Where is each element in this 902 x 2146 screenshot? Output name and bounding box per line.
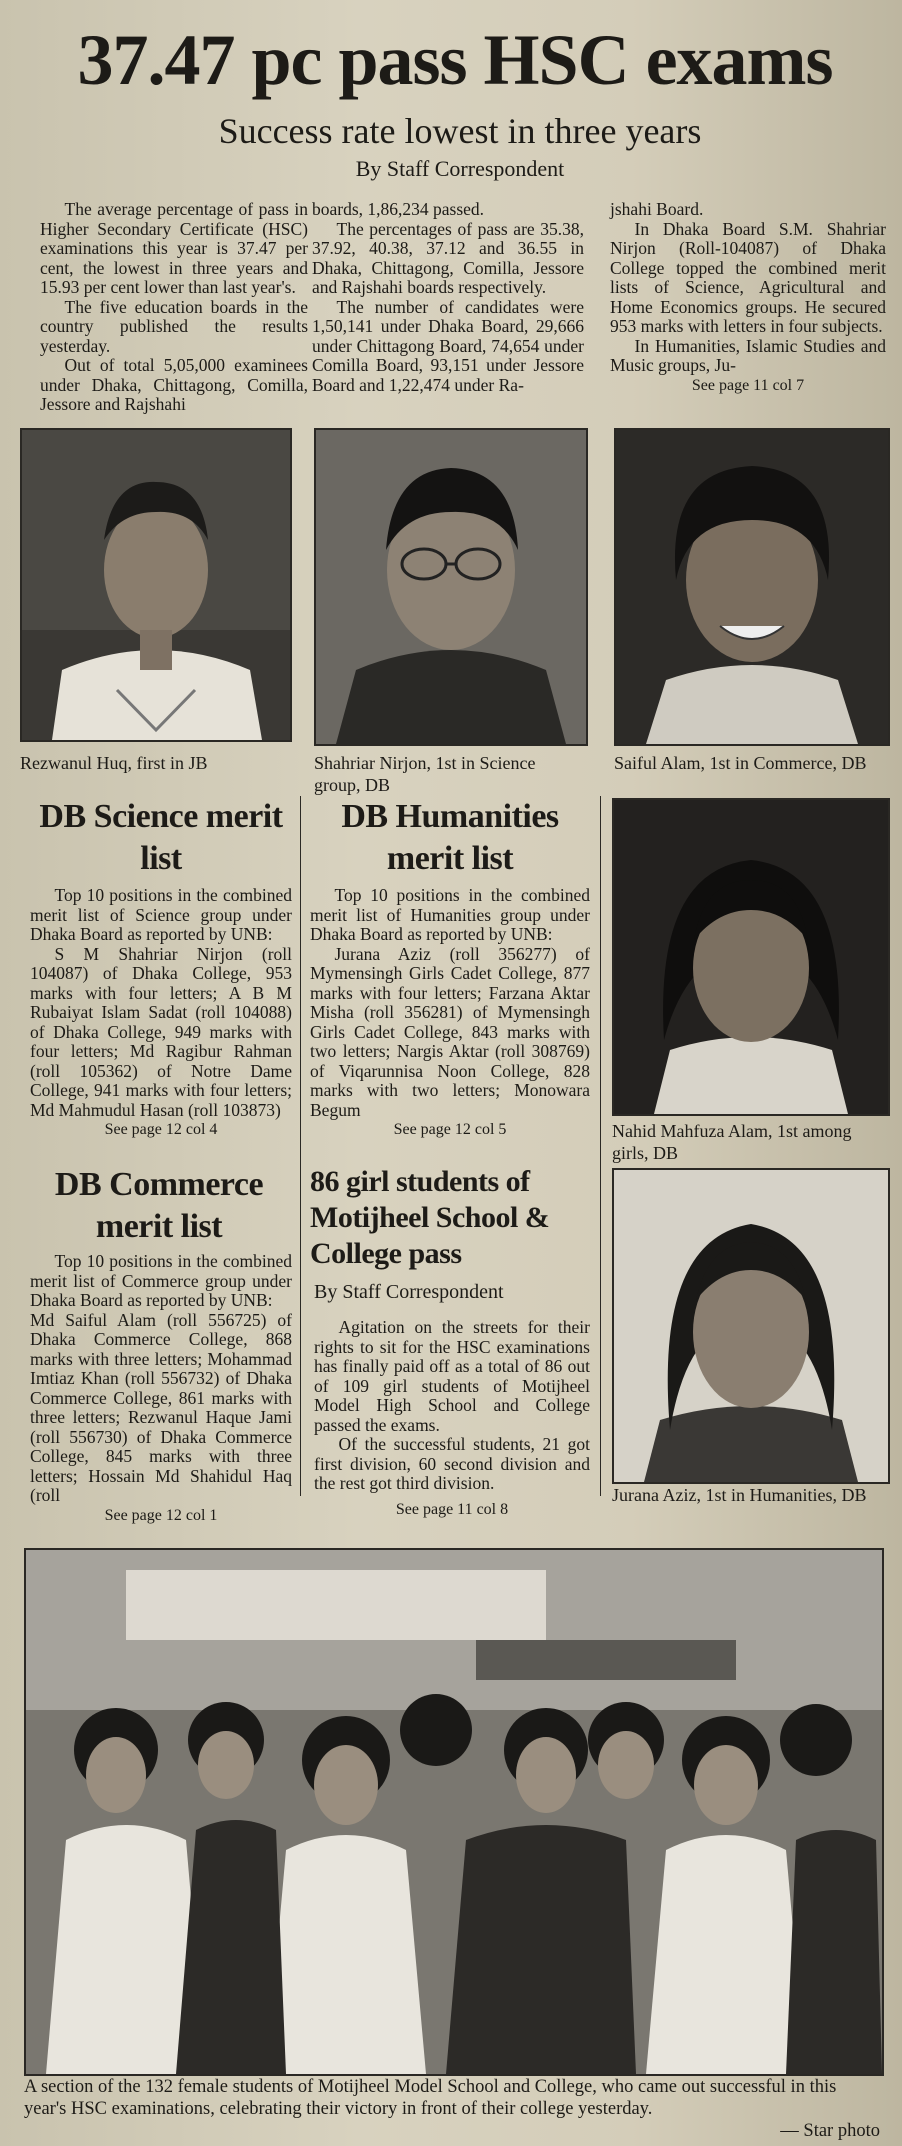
photo-caption: Nahid Mahfuza Alam, 1st among girls, DB (612, 1121, 852, 1163)
story-column-1 (40, 200, 308, 415)
paragraph: Top 10 positions in the combined merit list of Humanities group under Dhaka Board as reported by UNB: (310, 885, 590, 944)
commerce-merit-body (30, 1252, 292, 1526)
story-column-3 (610, 200, 886, 396)
group-photo-caption: A section of the 132 female students of Motijheel Model School and College, who came out successful in this year's HSC examinations, celebrating their victory in front of their college yesterday. (24, 2077, 837, 2119)
portrait-photo-nahid (612, 798, 890, 1116)
paragraph: The five education boards in the country published the results yesterday. (40, 296, 308, 356)
photo-caption: Rezwanul Huq, first in JB (20, 753, 208, 773)
paragraph: boards, 1,86,234 passed. (312, 199, 485, 219)
portrait-photo-jurana (612, 1168, 890, 1484)
motijheel-body (314, 1318, 590, 1520)
portrait-photo-saiful (614, 428, 890, 746)
paragraph: Of the successful students, 21 got first division, 60 second division and the rest got third division. (314, 1434, 590, 1493)
commerce-merit-heading: DB Commerce merit list (54, 1166, 264, 1245)
column-divider (300, 796, 301, 1496)
paragraph: Out of total 5,05,000 examinees under Dhaka, Chittagong, Comilla, Jessore and Rajshahi (40, 355, 308, 414)
column-divider (600, 796, 601, 1496)
group-photo-motijheel-students (24, 1548, 884, 2076)
continued-reference: See page 11 col 7 (691, 376, 805, 394)
paragraph: The average percentage of pass in Higher Secondary Certificate (HSC) examinations this year is 37.47 per cent, the lowest in three years and 15.93 per cent lower than last year's. (40, 199, 308, 297)
humanities-merit-heading: DB Humanities merit list (341, 798, 559, 877)
science-merit-body (30, 886, 292, 1140)
continued-reference: See page 12 col 1 (104, 1506, 218, 1524)
photo-credit: — Star photo (780, 2121, 880, 2141)
portrait-photo-rezwanul (20, 428, 292, 742)
paragraph: S M Shahriar Nirjon (roll 104087) of Dhaka College, 953 marks with four letters; A B M Rubaiyat Islam Sadat (roll 104088) of Dhaka College, 949 marks with four letters; Md Ragibur Rahman (roll 105362) of Notre Dame College, 941 marks with four letters; Md Mahmudul Hasan (roll 103873) (30, 943, 292, 1120)
story-column-2 (312, 200, 584, 395)
paragraph: In Humanities, Islamic Studies and Music groups, Ju- (610, 335, 886, 375)
continued-reference: See page 12 col 4 (104, 1121, 218, 1138)
photo-caption: Saiful Alam, 1st in Commerce, DB (614, 753, 867, 773)
headline: 37.47 pc pass HSC exams (77, 20, 833, 100)
subheadline: Success rate lowest in three years (218, 111, 702, 151)
motijheel-heading: 86 girl students of Motijheel School & College pass (310, 1165, 550, 1270)
paragraph: Jurana Aziz (roll 356277) of Mymensingh Girls Cadet College, 877 marks with four letters; Farzana Aktar Misha (roll 356281) of Mymensingh Girls Cadet College, 843 marks with two letters; Nargis Aktar (roll 308769) of Viqarunnisa Noon College, 828 marks with two letters; Monowara Begum (310, 943, 590, 1120)
humanities-merit-body (310, 886, 590, 1140)
paragraph: jshahi Board. (610, 199, 704, 219)
photo-caption: Shahriar Nirjon, 1st in Science group, DB (314, 753, 536, 795)
science-merit-heading: DB Science merit list (39, 798, 283, 877)
continued-reference: See page 11 col 8 (395, 1500, 509, 1518)
portrait-photo-shahriar (314, 428, 588, 746)
paragraph: Agitation on the streets for their rights to sit for the HSC examinations has finally paid off as a total of 86 out of 109 girl students of Motijheel Model High School and College passed the exams. (314, 1317, 590, 1435)
motijheel-byline: By Staff Correspondent (314, 1281, 504, 1303)
paragraph: Md Saiful Alam (roll 556725) of Dhaka Commerce College, 868 marks with three letters; Mohammad Imtiaz Khan (roll 556732) of Dhaka Commerce College, 861 marks with three letters; Rezwanul Haque Jami (roll 556730) of Dhaka Commerce College, 845 marks with three letters; Hossain Md Shahidul Haq (roll (30, 1309, 292, 1505)
byline: By Staff Correspondent (355, 156, 565, 181)
paragraph: In Dhaka Board S.M. Shahriar Nirjon (Roll-104087) of Dhaka College topped the combined merit lists of Science, Agricultural and Home Economics groups. He secured 953 marks with letters in four subjects. (610, 218, 886, 336)
paragraph: Top 10 positions in the combined merit list of Science group under Dhaka Board as reported by UNB: (30, 885, 292, 944)
photo-caption: Jurana Aziz, 1st in Humanities, DB (612, 1485, 867, 1505)
paragraph: The number of candidates were 1,50,141 under Dhaka Board, 29,666 under Chittagong Board, 74,654 under Comilla Board, 93,151 under Jessore Board and 1,22,474 under Ra- (312, 296, 584, 395)
paragraph: The percentages of pass are 35.38, 37.92, 40.38, 37.12 and 36.55 in Dhaka, Chittagong, Comilla, Jessore and Rajshahi boards respectively. (312, 218, 584, 297)
continued-reference: See page 12 col 5 (393, 1121, 507, 1138)
paragraph: Top 10 positions in the combined merit list of Commerce group under Dhaka Board as reported by UNB: (30, 1251, 292, 1310)
